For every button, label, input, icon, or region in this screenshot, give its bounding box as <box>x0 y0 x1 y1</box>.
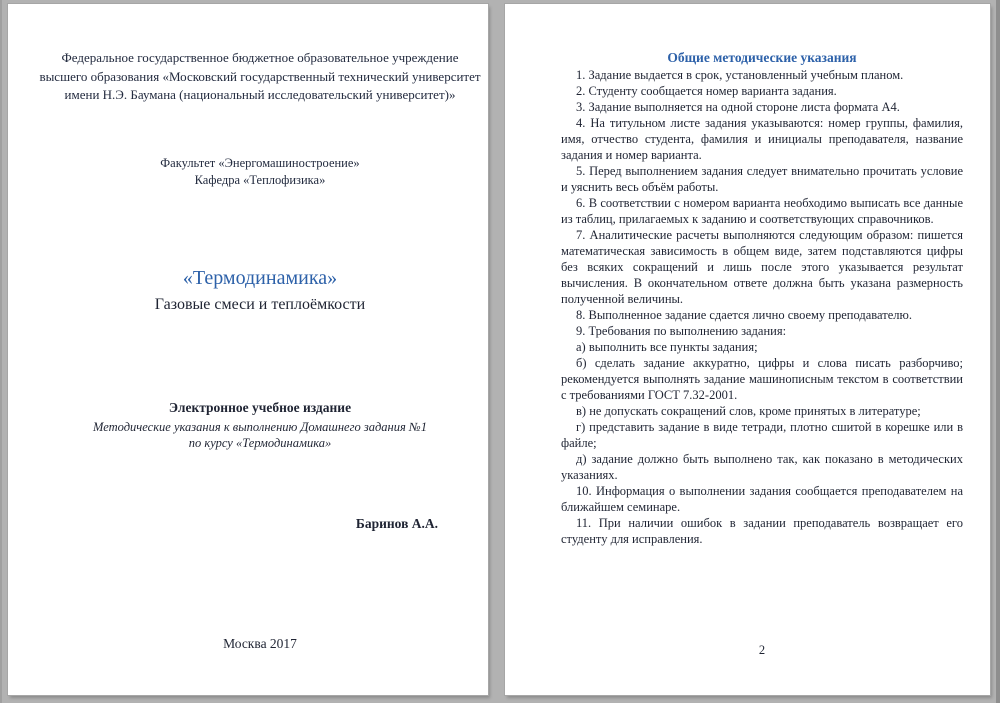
instruction-paragraph-9d: г) представить задание в виде тетради, плотно сшитой в корешке или в файле; <box>561 420 963 450</box>
instructions-body <box>561 67 963 547</box>
instructions-page[interactable] <box>505 4 990 695</box>
department-line: Кафедра «Теплофизика» <box>194 173 326 187</box>
instruction-paragraph-11: 11. При наличии ошибок в задании преподаватель возвращает его студенту для исправления. <box>561 516 963 546</box>
instruction-paragraph-5: 5. Перед выполнением задания следует внимательно прочитать условие и уяснить весь объём работы. <box>561 164 963 194</box>
section-heading: Общие методические указания <box>667 50 857 65</box>
window-left-edge <box>0 0 2 703</box>
instruction-paragraph-3: 3. Задание выполняется на одной стороне листа формата А4. <box>576 100 900 114</box>
instruction-paragraph-2: 2. Студенту сообщается номер варианта задания. <box>576 84 837 98</box>
title-page[interactable] <box>8 4 488 695</box>
university-header-line2: высшего образования «Московский государственный технический университет <box>39 68 481 84</box>
instruction-paragraph-6: 6. В соответствии с номером варианта необходимо выписать все данные из таблиц, прилагаемых к заданию и соответствующих справочников. <box>561 196 963 226</box>
instruction-paragraph-10: 10. Информация о выполнении задания сообщается преподавателем на ближайшем семинаре. <box>561 484 963 514</box>
university-header <box>38 49 482 105</box>
edition-note-line1: Методические указания к выполнению Домашнего задания №1 <box>93 420 427 434</box>
instruction-paragraph-9a: а) выполнить все пункты задания; <box>576 340 758 354</box>
document-title: «Термодинамика» <box>182 267 338 289</box>
faculty-block <box>38 155 482 189</box>
instruction-paragraph-9c: в) не допускать сокращений слов, кроме принятых в литературе; <box>576 404 921 418</box>
author-name: Баринов А.А. <box>355 516 438 531</box>
page-number: 2 <box>758 643 766 657</box>
university-header-line3: имени Н.Э. Баумана (национальный исследовательский университет)» <box>64 87 456 102</box>
university-header-line1: Федеральное государственное бюджетное образовательное учреждение <box>61 50 459 65</box>
edition-note-line2: по курсу «Термодинамика» <box>188 435 332 450</box>
instruction-paragraph-9b: б) сделать задание аккуратно, цифры и слова писать разборчиво; рекомендуется выполнять задание машинописным текстом в соответствии с требованиями ГОСТ 7.32-2001. <box>561 356 963 402</box>
instruction-paragraph-8: 8. Выполненное задание сдается лично своему преподавателю. <box>576 308 912 322</box>
instruction-paragraph-4: 4. На титульном листе задания указываются: номер группы, фамилия, имя, отчество студента, фамилия и инициалы преподавателя, название задания и номер варианта. <box>561 116 963 162</box>
edition-type: Электронное учебное издание <box>168 400 352 415</box>
city-year: Москва 2017 <box>223 636 297 651</box>
edition-note <box>38 420 482 451</box>
instruction-paragraph-7: 7. Аналитические расчеты выполняются следующим образом: пишется математическая зависимость в общем виде, затем подставляются цифры без всяких сокращений и лишь после этого указывается результат вычисления. В окончательном ответе должна быть указана размерность полученной величины. <box>561 228 963 306</box>
instruction-paragraph-9: 9. Требования по выполнению задания: <box>576 324 787 338</box>
instruction-paragraph-9e: д) задание должно быть выполнено так, как показано в методических указаниях. <box>561 452 963 482</box>
instruction-paragraph-1: 1. Задание выдается в срок, установленный учебным планом. <box>576 68 904 82</box>
faculty-line: Факультет «Энергомашиностроение» <box>160 156 360 170</box>
document-subtitle: Газовые смеси и теплоёмкости <box>154 296 366 313</box>
window-right-edge <box>996 0 1000 703</box>
